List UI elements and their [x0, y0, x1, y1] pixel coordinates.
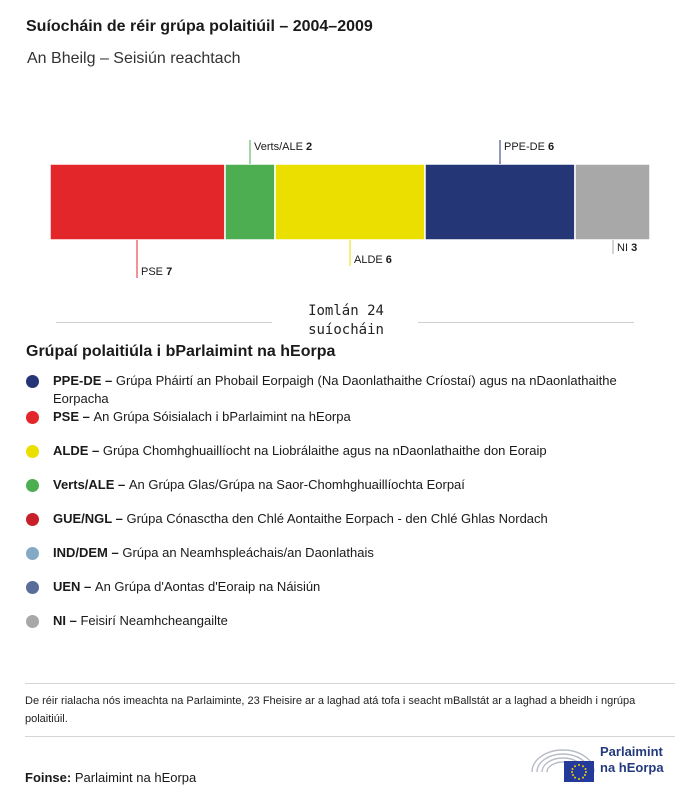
bar-segment-pse — [50, 164, 225, 240]
legend-abbr: UEN – — [53, 579, 95, 594]
source — [25, 770, 196, 785]
data-label: PSE 7 — [141, 266, 173, 278]
legend-item — [26, 544, 673, 562]
legend-dot — [26, 547, 39, 560]
legend-item — [26, 442, 673, 460]
bar-segment-verts-ale — [225, 164, 275, 240]
divider-bottom — [25, 736, 675, 737]
data-label: Verts/ALE 2 — [254, 141, 313, 153]
legend-title: Grúpaí polaitiúla i bParlaimint na hEorpa — [26, 343, 336, 360]
legend-item — [26, 612, 673, 630]
total-rule-right — [418, 322, 634, 323]
source-label: Foinse: — [25, 770, 72, 785]
divider-top — [25, 683, 675, 684]
legend-text: An Grúpa Sóisialach i bParlaimint na hEorpa — [93, 409, 351, 424]
parliament-logo — [530, 744, 680, 786]
total-label: Iomlán 24 suíocháin — [308, 303, 384, 338]
legend-dot — [26, 445, 39, 458]
legend-dot — [26, 513, 39, 526]
source-value: Parlaimint na hEorpa — [74, 770, 197, 785]
legend-text: Grúpa Pháirtí an Phobail Eorpaigh (Na Daonlathaithe Críostaí) agus na nDaonlathaithe Eorpacha — [53, 373, 617, 406]
seat-bar-chart — [0, 130, 700, 290]
total-seats — [56, 300, 634, 344]
chart-subtitle: An Bheilg – Seisiún reachtach — [27, 50, 241, 67]
bar-segment-ni — [575, 164, 650, 240]
legend-text: An Grúpa Glas/Grúpa na Saor-Chomhghuaillíochta Eorpaí — [128, 477, 465, 492]
data-label: ALDE 6 — [354, 254, 392, 266]
legend-item — [26, 372, 673, 408]
total-rule-left — [56, 322, 272, 323]
legend-dot — [26, 479, 39, 492]
footnote: De réir rialacha nós imeachta na Parlaiminte, 23 Fheisire ar a laghad atá tofa i seacht mBallstát ar a laghad a bheidh i ngrúpa polaitiúil. — [25, 695, 636, 725]
legend-dot — [26, 411, 39, 424]
bar-segment-alde — [275, 164, 425, 240]
legend-item — [26, 510, 673, 528]
data-label: PPE-DE 6 — [504, 141, 555, 153]
legend-abbr: PPE-DE – — [53, 373, 116, 388]
legend-abbr: Verts/ALE – — [53, 477, 129, 492]
legend-text: An Grúpa d'Aontas d'Eoraip na Náisiún — [94, 579, 321, 594]
legend-abbr: ALDE – — [53, 443, 103, 458]
data-label: NI 3 — [617, 242, 638, 254]
hemicycle-icon — [530, 744, 596, 784]
legend-text: Grúpa Chomhghuaillíocht na Liobrálaithe agus na nDaonlathaithe don Eoraip — [102, 443, 547, 458]
legend-text: Grúpa an Neamhspleáchais/an Daonlathais — [122, 545, 374, 560]
legend-abbr: PSE – — [53, 409, 94, 424]
legend-item — [26, 408, 673, 426]
legend-item — [26, 476, 673, 494]
legend-abbr: GUE/NGL – — [53, 511, 127, 526]
legend-dot — [26, 615, 39, 628]
logo-text: Parlaimint na hEorpa — [600, 744, 664, 775]
legend-dot — [26, 581, 39, 594]
chart-title: Suíocháin de réir grúpa polaitiúil – 2004–2009 — [26, 18, 373, 35]
bar-segment-ppe-de — [425, 164, 575, 240]
legend-dot — [26, 375, 39, 388]
legend-abbr: NI – — [53, 613, 81, 628]
legend-abbr: IND/DEM – — [53, 545, 123, 560]
legend-item — [26, 578, 673, 596]
legend-text: Feisirí Neamhcheangailte — [80, 613, 228, 628]
legend-text: Grúpa Cónasctha den Chlé Aontaithe Eorpach - den Chlé Ghlas Nordach — [126, 511, 548, 526]
